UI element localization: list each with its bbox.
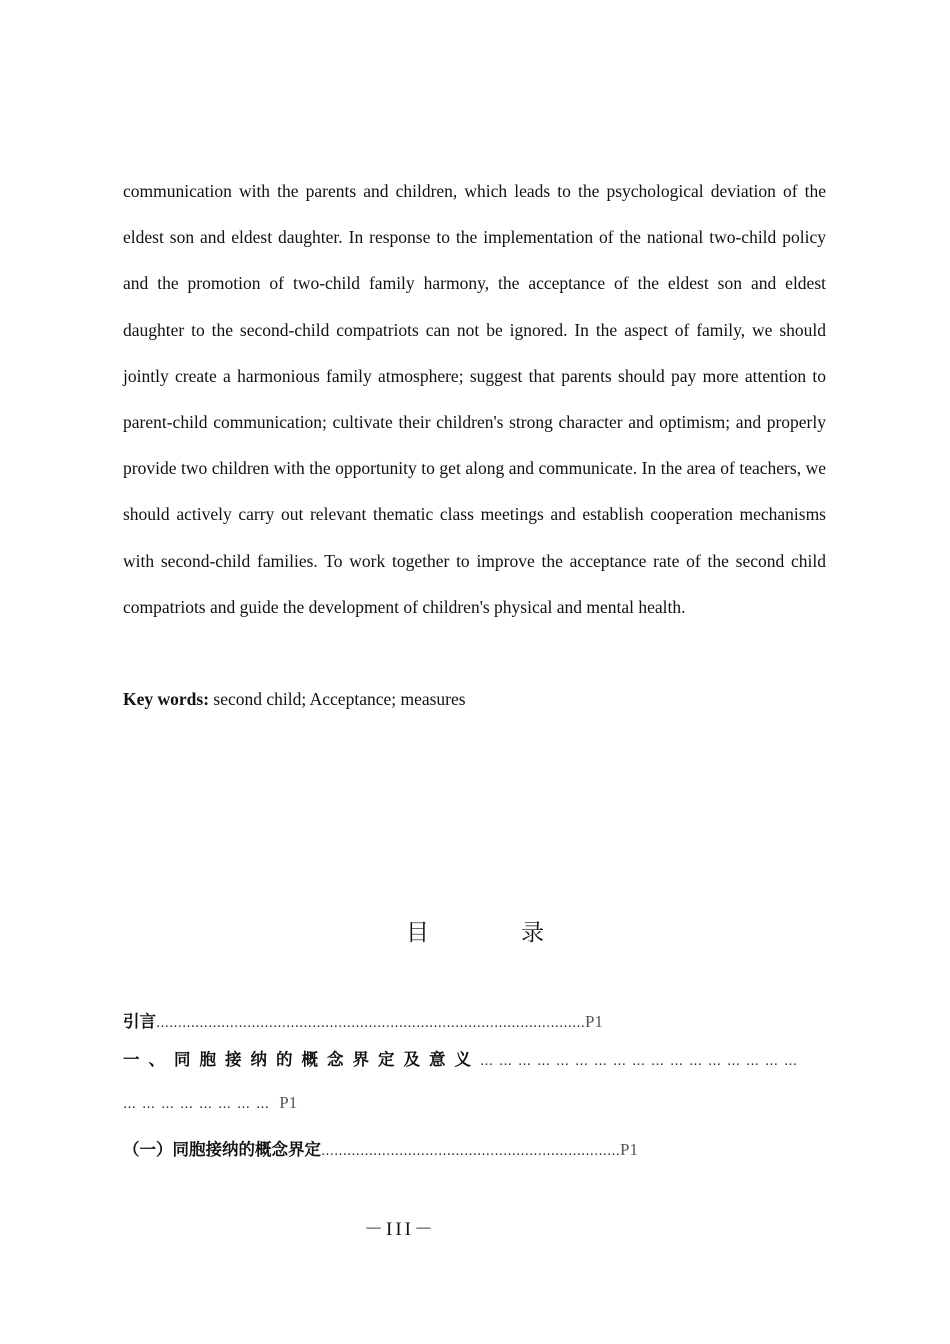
toc-leader-dots: …………………………………………………………… [321, 1144, 620, 1159]
toc-title-right: 录 [521, 920, 544, 946]
keywords-line [123, 676, 826, 722]
toc-title [0, 914, 950, 947]
toc-title-left: 目 [406, 920, 429, 946]
toc-entry-intro[interactable] [123, 1008, 603, 1032]
toc-entry-label: 引言 [123, 1012, 156, 1031]
toc-entry-subsection-1-1[interactable] [123, 1136, 638, 1160]
toc-leader-dots: ……………………………………………………………………………………… [156, 1016, 585, 1031]
abstract-body: communication with the parents and children, which leads to the psychological deviation of the eldest son and eldest daughter. In response to the implementation of the national two-child policy and the promotion of two-child family harmony, the acceptance of the eldest son and eldest daughter to the second-child compatriots can not be ignored. In the aspect of family, we should jointly create a harmonious family atmosphere; suggest that parents should pay more attention to parent-child communication; cultivate their children's strong character and optimism; and properly provide two children with the opportunity to get along and communicate. In the area of teachers, we should actively carry out relevant thematic class meetings and establish cooperation mechanisms with second-child families. To work together to improve the acceptance rate of the second child compatriots and guide the development of children's physical and mental health. [123, 181, 826, 617]
toc-entry-label: （一）同胞接纳的概念界定 [123, 1140, 321, 1159]
toc-leader-dots: …………………… [123, 1097, 275, 1112]
toc-entry-label: 一、同胞接纳的概念界定及意义 [123, 1050, 480, 1069]
keywords-label: Key words: [123, 689, 210, 709]
toc-leader-dots: …………………………………………… [480, 1054, 803, 1069]
toc-entry-section-1[interactable] [123, 1046, 803, 1070]
toc-page-number: P1 [620, 1140, 638, 1159]
toc-page-number: P1 [279, 1093, 298, 1112]
page-number-footer: －III－ [364, 1219, 436, 1240]
toc-entry-section-1-cont[interactable] [123, 1093, 297, 1113]
toc-page-number: P1 [585, 1012, 603, 1031]
keywords-text: second child; Acceptance; measures [209, 689, 466, 709]
